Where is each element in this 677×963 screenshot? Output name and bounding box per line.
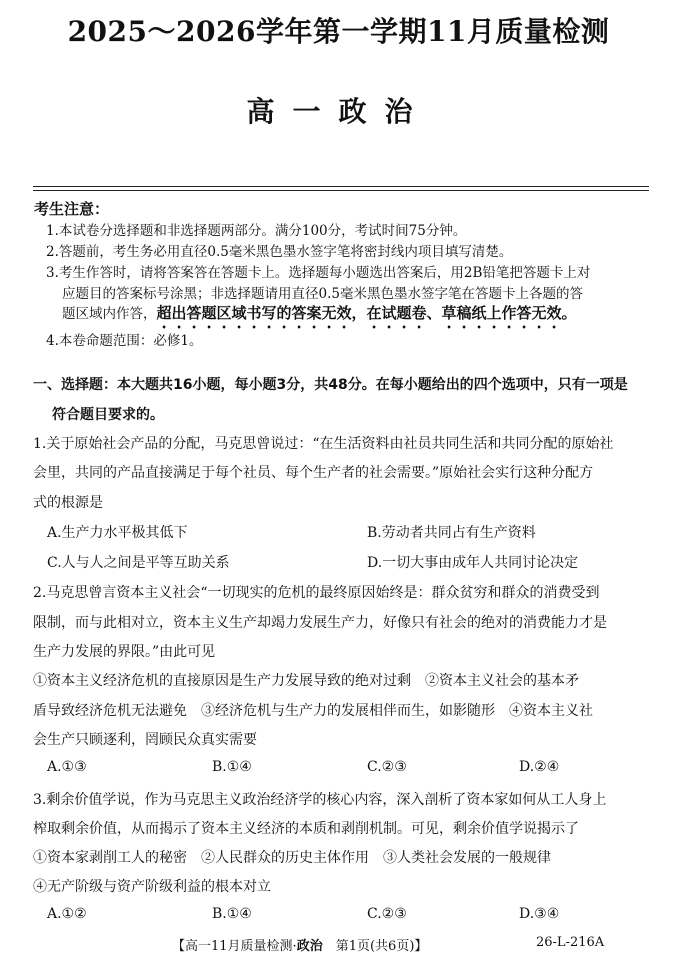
question-stem: 榨取剩余价值，从而揭示了资本主义经济的本质和剥削机制。可见，剩余价值学说揭示了 (33, 821, 579, 837)
question-stem: 生产力发展的界限。”由此可见 (33, 644, 216, 660)
footer-subject: 政治 (296, 939, 323, 954)
footer-page-number: 第1页(共6页)】 (335, 939, 428, 954)
notice-heading: 考生注意： (34, 200, 110, 218)
question-stem: ①资本主义经济危机的直接原因是生产力发展导致的绝对过剩 ②资本主义社会的基本矛 (33, 673, 579, 689)
notice-item-emphasis-line (62, 302, 577, 332)
option-c: C.②③ (367, 759, 407, 775)
option-a: A.①② (47, 906, 87, 922)
option-a: A.①③ (47, 759, 87, 775)
footer-code: 26-L-216A (536, 935, 605, 950)
question-stem: 盾导致经济危机无法避免 ③经济危机与生产力的发展相伴而生，如影随形 ④资本主义社 (33, 703, 593, 719)
option-c: C.人与人之间是平等互助关系 (47, 555, 230, 571)
option-b: B.劳动者共同占有生产资料 (367, 525, 536, 541)
divider-bottom (33, 190, 649, 191)
section-heading-cont: 符合题目要求的。 (52, 407, 164, 423)
question-stem: 2.马克思曾言资本主义社会“一切现实的危机的最终原因始终是：群众贫穷和群众的消费受到 (33, 585, 600, 601)
notice-emphasis: 超出答题区域书写的答案无效，在试题卷、草稿纸上作答无效。 (156, 304, 577, 322)
option-d: D.②④ (519, 759, 560, 775)
option-c: C.②③ (367, 906, 407, 922)
exam-subject: 高一政治 (246, 95, 431, 128)
notice-item: 1.本试卷分选择题和非选择题两部分。满分100分，考试时间75分钟。 (46, 223, 467, 239)
notice-item: 4.本卷命题范围：必修1。 (46, 333, 203, 349)
notice-item: 2.答题前，考生务必用直径0.5毫米黑色墨水签字笔将密封线内项目填写清楚。 (46, 244, 513, 260)
exam-title: 2025～2026学年第一学期11月质量检测 (67, 15, 610, 48)
question-stem: 会生产只顾逐利，罔顾民众真实需要 (33, 732, 257, 748)
notice-item: 应题目的答案标号涂黑；非选择题请用直径0.5毫米黑色墨水签字笔在答题卡上各题的答 (62, 286, 583, 302)
divider-top (33, 186, 649, 187)
question-stem: 式的根源是 (33, 495, 103, 511)
question-stem: ④无产阶级与资产阶级利益的根本对立 (33, 879, 271, 895)
option-b: B.①④ (212, 906, 252, 922)
option-d: D.③④ (519, 906, 560, 922)
question-stem: 1.关于原始社会产品的分配，马克思曾说过：“在生活资料由社员共同生活和共同分配的原始社 (33, 436, 614, 452)
notice-item: 题区域内作答， (62, 306, 157, 322)
notice-item: 3.考生作答时，请将答案答在答题卡上。选择题每小题选出答案后，用2B铅笔把答题卡上对 (46, 265, 591, 281)
question-stem: ①资本家剥削工人的秘密 ②人民群众的历史主体作用 ③人类社会发展的一般规律 (33, 850, 551, 866)
page-footer (172, 935, 427, 954)
option-a: A.生产力水平极其低下 (47, 525, 188, 541)
option-b: B.①④ (212, 759, 252, 775)
question-stem: 会里，共同的产品直接满足于每个社员、每个生产者的社会需要。”原始社会实行这种分配方 (33, 465, 594, 481)
option-d: D.一切大事由成年人共同讨论决定 (367, 555, 579, 571)
question-stem: 3.剩余价值学说，作为马克思主义政治经济学的核心内容，深入剖析了资本家如何从工人身上 (33, 792, 607, 808)
footer-label: 【高一11月质量检测· (172, 939, 297, 954)
section-heading: 一、选择题：本大题共16小题，每小题3分，共48分。在每小题给出的四个选项中，只有一项是 (33, 377, 628, 393)
question-stem: 限制，而与此相对立，资本主义生产却竭力发展生产力，好像只有社会的绝对的消费能力才是 (33, 615, 607, 631)
